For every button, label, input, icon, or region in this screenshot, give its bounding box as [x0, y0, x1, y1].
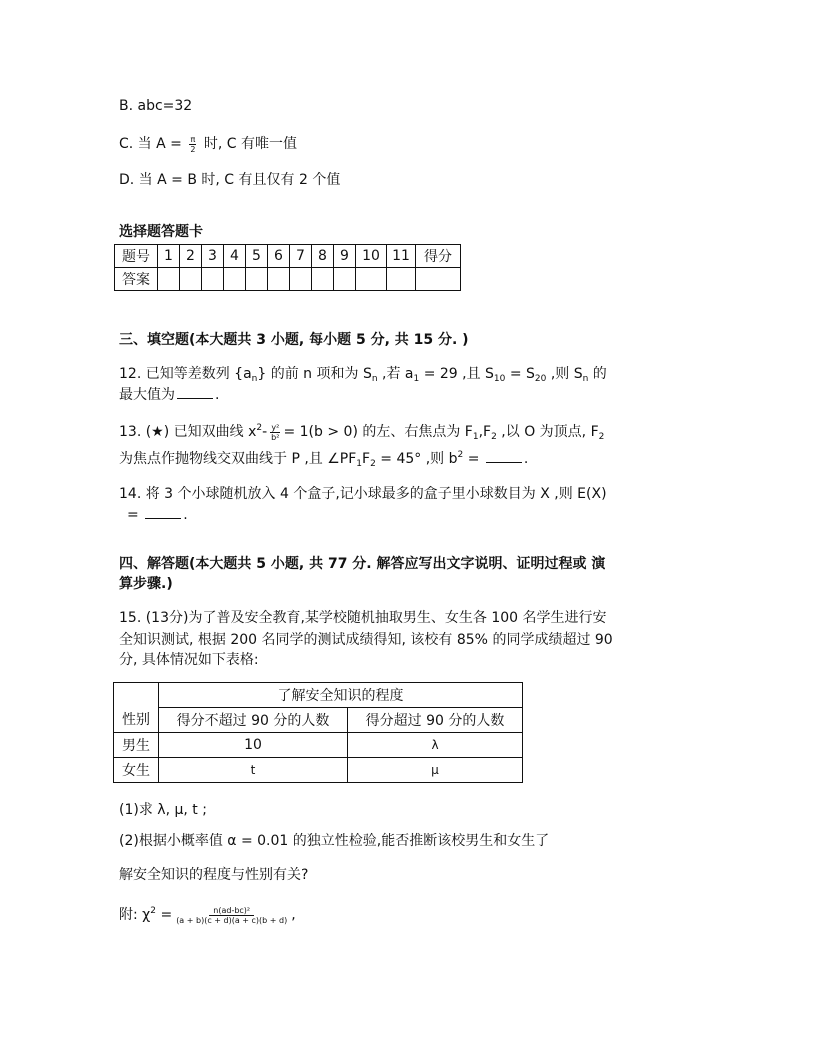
answer-card-number-row [115, 245, 461, 268]
answer-cell[interactable] [387, 268, 416, 291]
col-header-not-over-90: 得分不超过 90 分的人数 [159, 708, 348, 733]
appendix-eq: = [160, 907, 173, 923]
answer-cell[interactable] [290, 268, 312, 291]
q13-text: = 1(b > 0) 的左、右焦点为 F [283, 424, 473, 440]
q13-text: = 45° ,则 b [380, 451, 458, 467]
answer-cell[interactable] [334, 268, 356, 291]
q13-sub: 1 [472, 432, 479, 442]
question-number: 9 [334, 245, 356, 268]
q12-text: 最大值为 [119, 387, 175, 403]
q12-line1 [119, 364, 607, 384]
appendix-sup: 2 [150, 906, 156, 916]
question-number: 10 [356, 245, 387, 268]
q12-text: ,若 a [382, 366, 414, 382]
option-b: B. abc=32 [119, 98, 193, 114]
appendix-formula [119, 905, 296, 925]
answer-cell[interactable] [224, 268, 246, 291]
q12-text: } 的前 n 项和为 S [257, 366, 372, 382]
appendix-text: 附: χ [119, 907, 151, 923]
answer-blank[interactable] [486, 448, 522, 463]
question-number: 4 [224, 245, 246, 268]
section4-heading-line1: 四、解答题(本大题共 5 小题, 共 77 分. 解答应写出文字说明、证明过程或 演 [119, 556, 606, 572]
answer-cell[interactable] [180, 268, 202, 291]
gender-header: 性别 [114, 683, 159, 733]
fraction-denominator: 2 [190, 144, 196, 154]
table-cell: 10 [159, 733, 348, 758]
answer-cell[interactable] [268, 268, 290, 291]
row-label-answer: 答案 [115, 268, 158, 291]
table-row [114, 733, 523, 758]
section4-heading-line2: 算步骤.) [119, 576, 173, 592]
row-label: 男生 [114, 733, 159, 758]
q12-text: ,则 S [550, 366, 583, 382]
q14-line2 [119, 504, 188, 525]
q13-text: F [362, 451, 371, 467]
question-number: 5 [246, 245, 268, 268]
q13-text: ,以 O 为顶点, F [501, 424, 599, 440]
q15-line3: 分, 具体情况如下表格: [119, 652, 259, 668]
chi-square-fraction [175, 906, 288, 925]
fraction-denominator: (a + b)(c + d)(a + c)(b + d) [176, 915, 288, 925]
answer-cell[interactable] [356, 268, 387, 291]
q12-sub: 10 [493, 374, 506, 384]
row-label: 女生 [114, 758, 159, 783]
q13-text: = [467, 451, 480, 467]
answer-card-answer-row [115, 268, 461, 291]
col-header-over-90: 得分超过 90 分的人数 [348, 708, 523, 733]
section3-heading: 三、填空题(本大题共 3 小题, 每小题 5 分, 共 15 分. ) [119, 332, 469, 348]
table-cell: λ [348, 733, 523, 758]
table-subheader-row [114, 708, 523, 733]
q12-text: 12. 已知等差数列 {a [119, 366, 252, 382]
q12-sub: n [582, 374, 589, 384]
q14-line1: 14. 将 3 个小球随机放入 4 个盒子,记小球最多的盒子里小球数目为 X ,则 E(X) [119, 486, 607, 502]
question-number: 2 [180, 245, 202, 268]
fraction-numerator: n(ad-bc)² [209, 906, 254, 916]
q13-text: 13. (★) 已知双曲线 x [119, 424, 257, 440]
q15-part1: (1)求 λ, μ, t ; [119, 802, 207, 818]
q13-end: . [523, 451, 529, 467]
table-cell: μ [348, 758, 523, 783]
y2-over-b2-fraction [270, 423, 280, 442]
q12-line2 [119, 384, 219, 405]
score-cell[interactable] [416, 268, 461, 291]
q13-line2 [119, 448, 528, 469]
q13-sup: 2 [457, 450, 464, 460]
answer-cell[interactable] [312, 268, 334, 291]
q13-sub: 2 [370, 459, 376, 469]
q13-text: 为焦点作抛物线交双曲线于 P ,且 ∠PF [119, 451, 357, 467]
safety-knowledge-table [113, 682, 523, 783]
q12-sub: 20 [534, 374, 547, 384]
answer-blank[interactable] [177, 384, 213, 399]
answer-card-title: 选择题答题卡 [119, 224, 203, 240]
q12-text: 的 [592, 366, 607, 382]
table-row [114, 758, 523, 783]
q15-part2-line1: (2)根据小概率值 α = 0.01 的独立性检验,能否推断该校男生和女生了 [119, 833, 550, 849]
q12-sub: n [371, 374, 378, 384]
q15-line2: 全知识测试, 根据 200 名同学的测试成绩得知, 该校有 85% 的同学成绩超过 90 [119, 632, 613, 648]
q14-end: . [183, 507, 188, 523]
q12-end: . [215, 387, 220, 403]
q15-part2-line2: 解安全知识的程度与性别有关? [119, 867, 309, 883]
q13-sup: 2 [256, 423, 263, 433]
question-number: 11 [387, 245, 416, 268]
appendix-end: , [291, 907, 296, 923]
q13-minus: - [262, 424, 268, 440]
fraction-numerator: π [190, 134, 196, 144]
row-label-number: 题号 [115, 245, 158, 268]
q12-sub: 1 [413, 374, 420, 384]
answer-card-table [114, 244, 461, 291]
q13-text: ,F [478, 424, 492, 440]
score-label: 得分 [416, 245, 461, 268]
question-number: 1 [158, 245, 180, 268]
option-c-suffix: 时, C 有唯一值 [203, 136, 298, 152]
answer-cell[interactable] [158, 268, 180, 291]
option-c-prefix: C. 当 A = [119, 136, 182, 152]
q13-line1 [119, 422, 604, 442]
question-number: 6 [268, 245, 290, 268]
q13-sub: 1 [356, 459, 363, 469]
q13-sub: 2 [598, 432, 605, 442]
answer-blank[interactable] [145, 504, 181, 519]
question-number: 3 [202, 245, 224, 268]
group-header: 了解安全知识的程度 [159, 683, 523, 708]
option-c [119, 134, 297, 154]
option-d: D. 当 A = B 时, C 有且仅有 2 个值 [119, 172, 341, 188]
q12-text: = 29 ,且 S [423, 366, 494, 382]
q12-sub: n [251, 374, 258, 384]
fraction-denominator: b² [271, 432, 280, 442]
q15-line1: 15. (13分)为了普及安全教育,某学校随机抽取男生、女生各 100 名学生进行安 [119, 610, 607, 626]
pi-over-2-fraction [189, 135, 196, 154]
answer-cell[interactable] [202, 268, 224, 291]
table-cell: t [159, 758, 348, 783]
table-header-row [114, 683, 523, 708]
answer-cell[interactable] [246, 268, 268, 291]
q14-text: = [127, 507, 139, 523]
question-number: 8 [312, 245, 334, 268]
fraction-numerator: y² [271, 422, 280, 432]
question-number: 7 [290, 245, 312, 268]
q13-sub: 2 [491, 432, 497, 442]
q12-text: = S [509, 366, 535, 382]
